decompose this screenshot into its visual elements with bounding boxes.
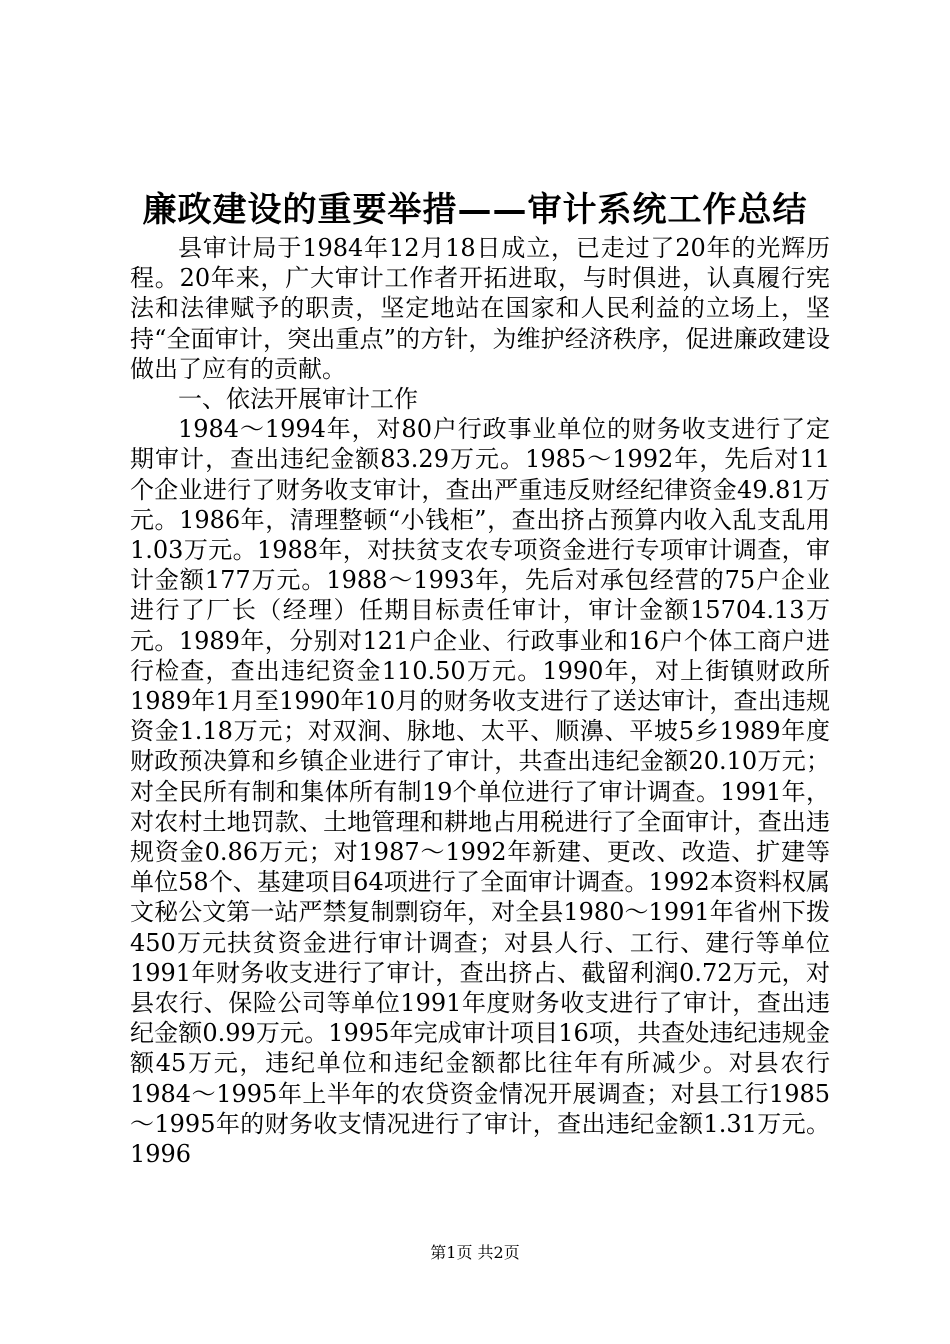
- document-body: [130, 233, 830, 1169]
- document-title: 廉政建设的重要举措——审计系统工作总结: [142, 190, 808, 230]
- paragraph-intro: 县审计局于1984年12月18日成立，已走过了20年的光辉历程。20年来，广大审计工作者开拓进取，与时俱进，认真履行宪法和法律赋予的职责，坚定地站在国家和人民利益的立场上，坚持“全面审计，突出重点”的方针，为维护经济秩序，促进廉政建设做出了应有的贡献。: [130, 234, 830, 383]
- page-footer: 第1页 共2页: [430, 1243, 520, 1262]
- paragraph-audit-work: 1984～1994年，对80户行政事业单位的财务收支进行了定期审计，查出违纪金额83.29万元。1985～1992年，先后对11个企业进行了财务收支审计，查出严重违反财经纪律资金49.81万元。1986年，清理整顿“小钱柜”，查出挤占预算内收入乱支乱用1.03万元。1988年，对扶贫支农专项资金进行专项审计调查，审计金额177万元。1988～1993年，先后对承包经营的75户企业进行了厂长（经理）任期目标责任审计，审计金额15704.13万元。1989年，分别对121户企业、行政事业和16户个体工商户进行检查，查出违纪资金110.50万元。1990年，对上街镇财政所1989年1月至1990年10月的财务收支进行了送达审计，查出违规资金1.18万元；对双涧、脉地、太平、顺濞、平坡5乡1989年度财政预决算和乡镇企业进行了审计，共查出违纪金额20.10万元；对全民所有制和集体所有制19个单位进行了审计调查。1991年，对农村土地罚款、土地管理和耕地占用税进行了全面审计，查出违规资金0.86万元；对1987～1992年新建、更改、改造、扩建等单位58个、基建项目64项进行了全面审计调查。1992本资料权属文秘公文第一站严禁复制剽窃年，对全县1980～1991年省州下拨450万元扶贫资金进行审计调查；对县人行、工行、建行等单位1991年财务收支进行了审计，查出挤占、截留利润0.72万元，对县农行、保险公司等单位1991年度财务收支进行了审计，查出违纪金额0.99万元。1995年完成审计项目16项，共查处违纪违规金额45万元，违纪单位和违纪金额都比往年有所减少。对县农行1984～1995年上半年的农贷资金情况开展调查；对县工行1985～1995年的财务收支情况进行了审计，查出违纪金额1.31万元。1996: [130, 415, 830, 1169]
- section-heading: 一、依法开展审计工作: [178, 385, 418, 414]
